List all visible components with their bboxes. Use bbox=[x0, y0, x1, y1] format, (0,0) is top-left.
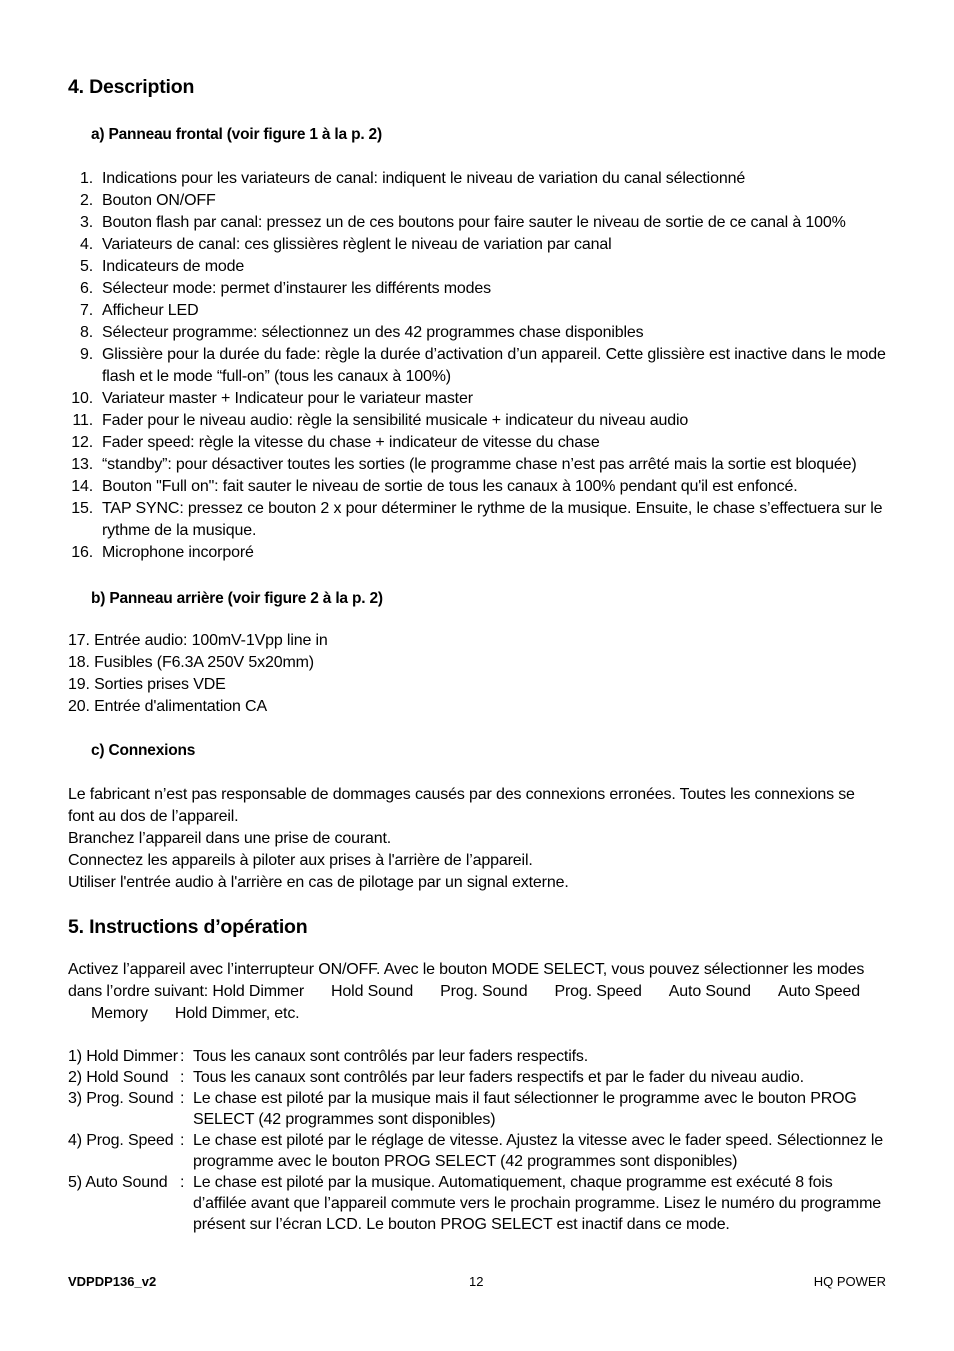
paragraph-line: Branchez l’appareil dans une prise de courant. bbox=[68, 830, 392, 847]
paragraph-line: Utiliser l'entrée audio à l'arrière en cas de pilotage par un signal externe. bbox=[68, 874, 569, 891]
list-item: 9. Glissière pour la durée du fade: règle la durée d’activation d’un appareil. Cette glissière est inactive dans le mode flash et le mode “full-on” (tous les canaux à 100%) bbox=[79, 346, 886, 385]
section-5-title: 5. Instructions d’opération bbox=[68, 916, 308, 938]
mode-name: Auto Sound bbox=[668, 983, 751, 1000]
list-item: 5. Indicateurs de mode bbox=[79, 258, 245, 275]
connections-text bbox=[68, 784, 888, 894]
section-5-intro bbox=[68, 959, 888, 1025]
modes-list bbox=[68, 1046, 888, 1235]
mode-row: 4) Prog. Speed : Le chase est piloté par le réglage de vitesse. Ajustez la vitesse avec le fader speed. Sélectionnez le programme avec le bouton PROG SELECT (42 programmes sont disponibles) bbox=[68, 1132, 884, 1170]
footer-brand: HQ POWER bbox=[813, 1274, 886, 1289]
paragraph-line: Le fabricant n’est pas responsable de dommages causés par des connexions erronées. Toutes les connexions se bbox=[68, 786, 855, 803]
list-item: 18. Fusibles (F6.3A 250V 5x20mm) bbox=[68, 654, 314, 671]
connections-heading: c) Connexions bbox=[91, 742, 196, 759]
list-item: 13. “standby”: pour désactiver toutes les sorties (le programme chase n’est pas arrêté mais la sortie est bloquée) bbox=[71, 456, 857, 473]
list-item: 6. Sélecteur mode: permet d’instaurer les différents modes bbox=[79, 280, 491, 297]
list-item: 16. Microphone incorporé bbox=[71, 544, 254, 561]
list-item: 19. Sorties prises VDE bbox=[68, 676, 226, 693]
list-item: 3. Bouton flash par canal: pressez un de ces boutons pour faire sauter le niveau de sortie de ce canal à 100% bbox=[79, 214, 846, 231]
mode-sequence: dans l’ordre suivant: Hold Dimmer Hold Sound Prog. Sound Prog. Speed Auto Sound Auto Speed bbox=[68, 983, 861, 1000]
list-item: 17. Entrée audio: 100mV-1Vpp line in bbox=[68, 632, 328, 649]
list-item: 10. Variateur master + Indicateur pour le variateur master bbox=[71, 390, 473, 407]
mode-row: 1) Hold Dimmer : Tous les canaux sont contrôlés par leur faders respectifs. bbox=[68, 1048, 589, 1065]
mode-row: 5) Auto Sound : Le chase est piloté par la musique. Automatiquement, chaque programme est exécuté 8 fois d’affilée avant que l’appareil commute vers le prochain programme. Lisez le numéro du programme présent sur l’écran LCD. Le bouton PROG SELECT est inactif dans ce mode. bbox=[68, 1174, 882, 1233]
mode-row: 3) Prog. Sound : Le chase est piloté par la musique mais il faut sélectionner le programme avec le bouton PROG SELECT (42 programmes sont disponibles) bbox=[68, 1090, 857, 1128]
rear-panel-heading: b) Panneau arrière (voir figure 2 à la p. 2) bbox=[91, 590, 383, 607]
list-item: 2. Bouton ON/OFF bbox=[79, 192, 216, 209]
mode-name: Hold Sound bbox=[331, 983, 414, 1000]
intro-line: Activez l’appareil avec l’interrupteur ON/OFF. Avec le bouton MODE SELECT, vous pouvez sélectionner les modes bbox=[68, 961, 865, 978]
front-panel-heading: a) Panneau frontal (voir figure 1 à la p. 2) bbox=[91, 126, 382, 143]
footer-page-number: 12 bbox=[469, 1274, 484, 1289]
list-item: 11. Fader pour le niveau audio: règle la sensibilité musicale + indicateur du niveau audio bbox=[72, 412, 689, 429]
list-item: 14. Bouton "Full on": fait sauter le niveau de sortie de tous les canaux à 100% pendant qu'il est enfoncé. bbox=[71, 478, 798, 495]
mode-name: Memory bbox=[91, 1005, 148, 1022]
rear-panel-list bbox=[68, 630, 888, 718]
mode-name: Prog. Speed bbox=[554, 983, 642, 1000]
paragraph-line: font au dos de l’appareil. bbox=[68, 808, 239, 825]
mode-row: 2) Hold Sound : Tous les canaux sont contrôlés par leur faders respectifs et par le fader du niveau audio. bbox=[68, 1069, 804, 1086]
list-item: 15. TAP SYNC: pressez ce bouton 2 x pour déterminer le rythme de la musique. Ensuite, le chase s’effectuera sur le rythme de la musique. bbox=[71, 500, 883, 539]
mode-sequence-continued: Memory Hold Dimmer, etc. bbox=[91, 1005, 300, 1022]
front-panel-list bbox=[68, 168, 888, 564]
mode-name: Auto Speed bbox=[777, 983, 861, 1000]
footer-model: VDPDP136_v2 bbox=[68, 1274, 157, 1289]
list-item: 20. Entrée d'alimentation CA bbox=[68, 698, 267, 715]
list-item: 1. Indications pour les variateurs de canal: indiquent le niveau de variation du canal sélectionné bbox=[79, 170, 746, 187]
list-item: 7. Afficheur LED bbox=[79, 302, 199, 319]
section-4-title: 4. Description bbox=[68, 76, 195, 98]
mode-name: Prog. Sound bbox=[440, 983, 528, 1000]
paragraph-line: Connectez les appareils à piloter aux prises à l'arrière de l’appareil. bbox=[68, 852, 533, 869]
list-item: 8. Sélecteur programme: sélectionnez un des 42 programmes chase disponibles bbox=[79, 324, 644, 341]
list-item: 12. Fader speed: règle la vitesse du chase + indicateur de vitesse du chase bbox=[71, 434, 600, 451]
list-item: 4. Variateurs de canal: ces glissières règlent le niveau de variation par canal bbox=[79, 236, 612, 253]
